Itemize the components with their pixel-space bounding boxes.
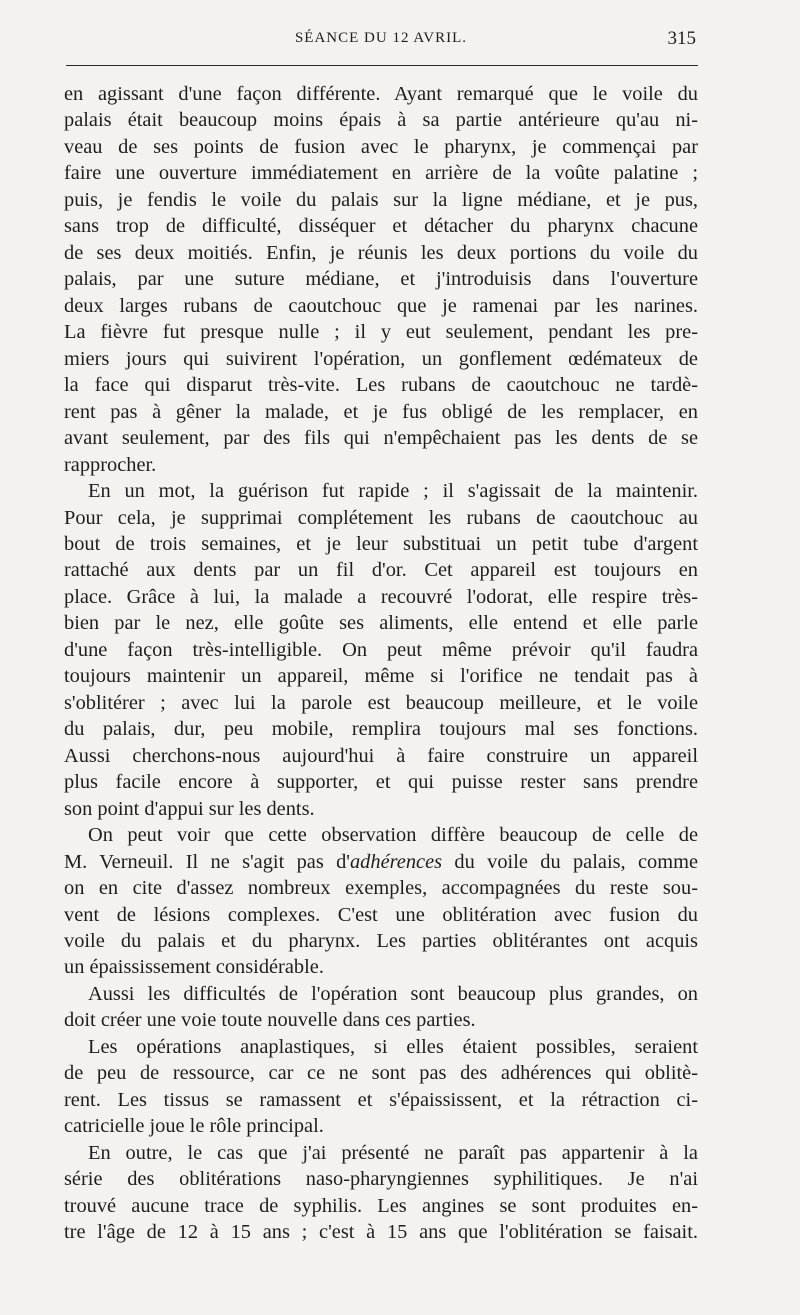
- text-line: s'oblitérer ; avec lui la parole est beaucoup meilleure, et le voile: [64, 691, 698, 714]
- text-line: toujours maintenir un appareil, même si l'orifice ne tendait pas à: [64, 665, 698, 688]
- text-line: place. Grâce à lui, la malade a recouvré l'odorat, elle respire très-: [64, 585, 698, 608]
- text-line: catricielle joue le rôle principal.: [64, 1115, 324, 1138]
- text-line: de ses deux moitiés. Enfin, je réunis les deux portions du voile du: [64, 241, 698, 264]
- text-line: bout de trois semaines, et je leur substituai un petit tube d'argent: [64, 532, 698, 555]
- text-line: la face qui disparut très-vite. Les rubans de caoutchouc ne tardè-: [64, 374, 698, 397]
- text-line: Pour cela, je supprimai complétement les rubans de caoutchouc au: [64, 506, 698, 529]
- text-line: rent. Les tissus se ramassent et s'épaississent, et la rétraction ci-: [64, 1088, 698, 1111]
- text-line: avant seulement, par des fils qui n'empêchaient pas les dents de se: [64, 427, 698, 450]
- text-line: plus facile encore à supporter, et qui puisse rester sans prendre: [64, 771, 698, 794]
- text-line: sans trop de difficulté, disséquer et détacher du pharynx chacune: [64, 215, 698, 238]
- text-line: rent pas à gêner la malade, et je fus obligé de les remplacer, en: [64, 400, 698, 423]
- text-line: miers jours qui suivirent l'opération, un gonflement œdémateux de: [64, 347, 698, 370]
- header-rule: [66, 65, 698, 66]
- text-segment: du voile du palais, comme: [442, 850, 698, 873]
- text-line: on en cite d'assez nombreux exemples, accompagnées du reste sou-: [64, 877, 698, 900]
- text-line: rapprocher.: [64, 453, 157, 476]
- text-line: puis, je fendis le voile du palais sur la ligne médiane, et je pus,: [64, 188, 698, 211]
- text-line: doit créer une voie toute nouvelle dans ces parties.: [64, 1009, 476, 1032]
- text-line: bien par le nez, elle goûte ses aliments, elle entend et elle parle: [64, 612, 698, 635]
- text-line: un épaississement considérable.: [64, 956, 324, 979]
- text-line: son point d'appui sur les dents.: [64, 797, 315, 820]
- page-number: 315: [667, 28, 696, 49]
- text-line: rattaché aux dents par un fil d'or. Cet appareil est toujours en: [64, 559, 698, 582]
- text-line: tre l'âge de 12 à 15 ans ; c'est à 15 ans que l'oblitération se faisait.: [64, 1221, 698, 1244]
- text-line: deux larges rubans de caoutchouc que je ramenai par les narines.: [64, 294, 698, 317]
- text-line: faire une ouverture immédiatement en arrière de la voûte palatine ;: [64, 162, 698, 185]
- text-line: palais, par une suture médiane, et j'introduisis dans l'ouverture: [64, 268, 698, 291]
- italic-term: adhérences: [349, 850, 443, 873]
- running-title: SÉANCE DU 12 AVRIL.: [294, 30, 468, 46]
- text-line: Aussi cherchons-nous aujourd'hui à faire construire un appareil: [64, 744, 698, 767]
- text-line: On peut voir que cette observation diffère beaucoup de celle de: [88, 824, 698, 847]
- text-line: En outre, le cas que j'ai présenté ne paraît pas appartenir à la: [88, 1141, 698, 1164]
- text-line: voile du palais et du pharynx. Les parties oblitérantes ont acquis: [64, 930, 698, 952]
- text-line: de peu de ressource, car ce ne sont pas des adhérences qui oblitè-: [64, 1062, 698, 1085]
- text-line: Les opérations anaplastiques, si elles étaient possibles, seraient: [88, 1035, 698, 1058]
- text-line: vent de lésions complexes. C'est une oblitération avec fusion du: [64, 903, 698, 926]
- text-line: d'une façon très-intelligible. On peut même prévoir qu'il faudra: [64, 638, 698, 661]
- text-line: en agissant d'une façon différente. Ayant remarqué que le voile du: [64, 83, 698, 105]
- text-line: trouvé aucune trace de syphilis. Les angines se sont produites en-: [64, 1194, 698, 1217]
- text-segment: M. Verneuil. Il ne s'agit pas d': [64, 850, 350, 873]
- text-line: Aussi les difficultés de l'opération sont beaucoup plus grandes, on: [88, 982, 698, 1005]
- text-line: du palais, dur, peu mobile, remplira toujours mal ses fonctions.: [64, 718, 698, 741]
- text-line: En un mot, la guérison fut rapide ; il s'agissait de la maintenir.: [88, 480, 698, 503]
- text-line: série des oblitérations naso-pharyngiennes syphilitiques. Je n'ai: [64, 1168, 698, 1191]
- text-line: La fièvre fut presque nulle ; il y eut seulement, pendant les pre-: [64, 321, 698, 344]
- text-line: veau de ses points de fusion avec le pharynx, je commençai par: [64, 135, 698, 158]
- body-text: [64, 81, 698, 1246]
- text-line: palais était beaucoup moins épais à sa partie antérieure qu'au ni-: [64, 109, 698, 132]
- running-head: [64, 28, 698, 52]
- text-line: [64, 849, 698, 875]
